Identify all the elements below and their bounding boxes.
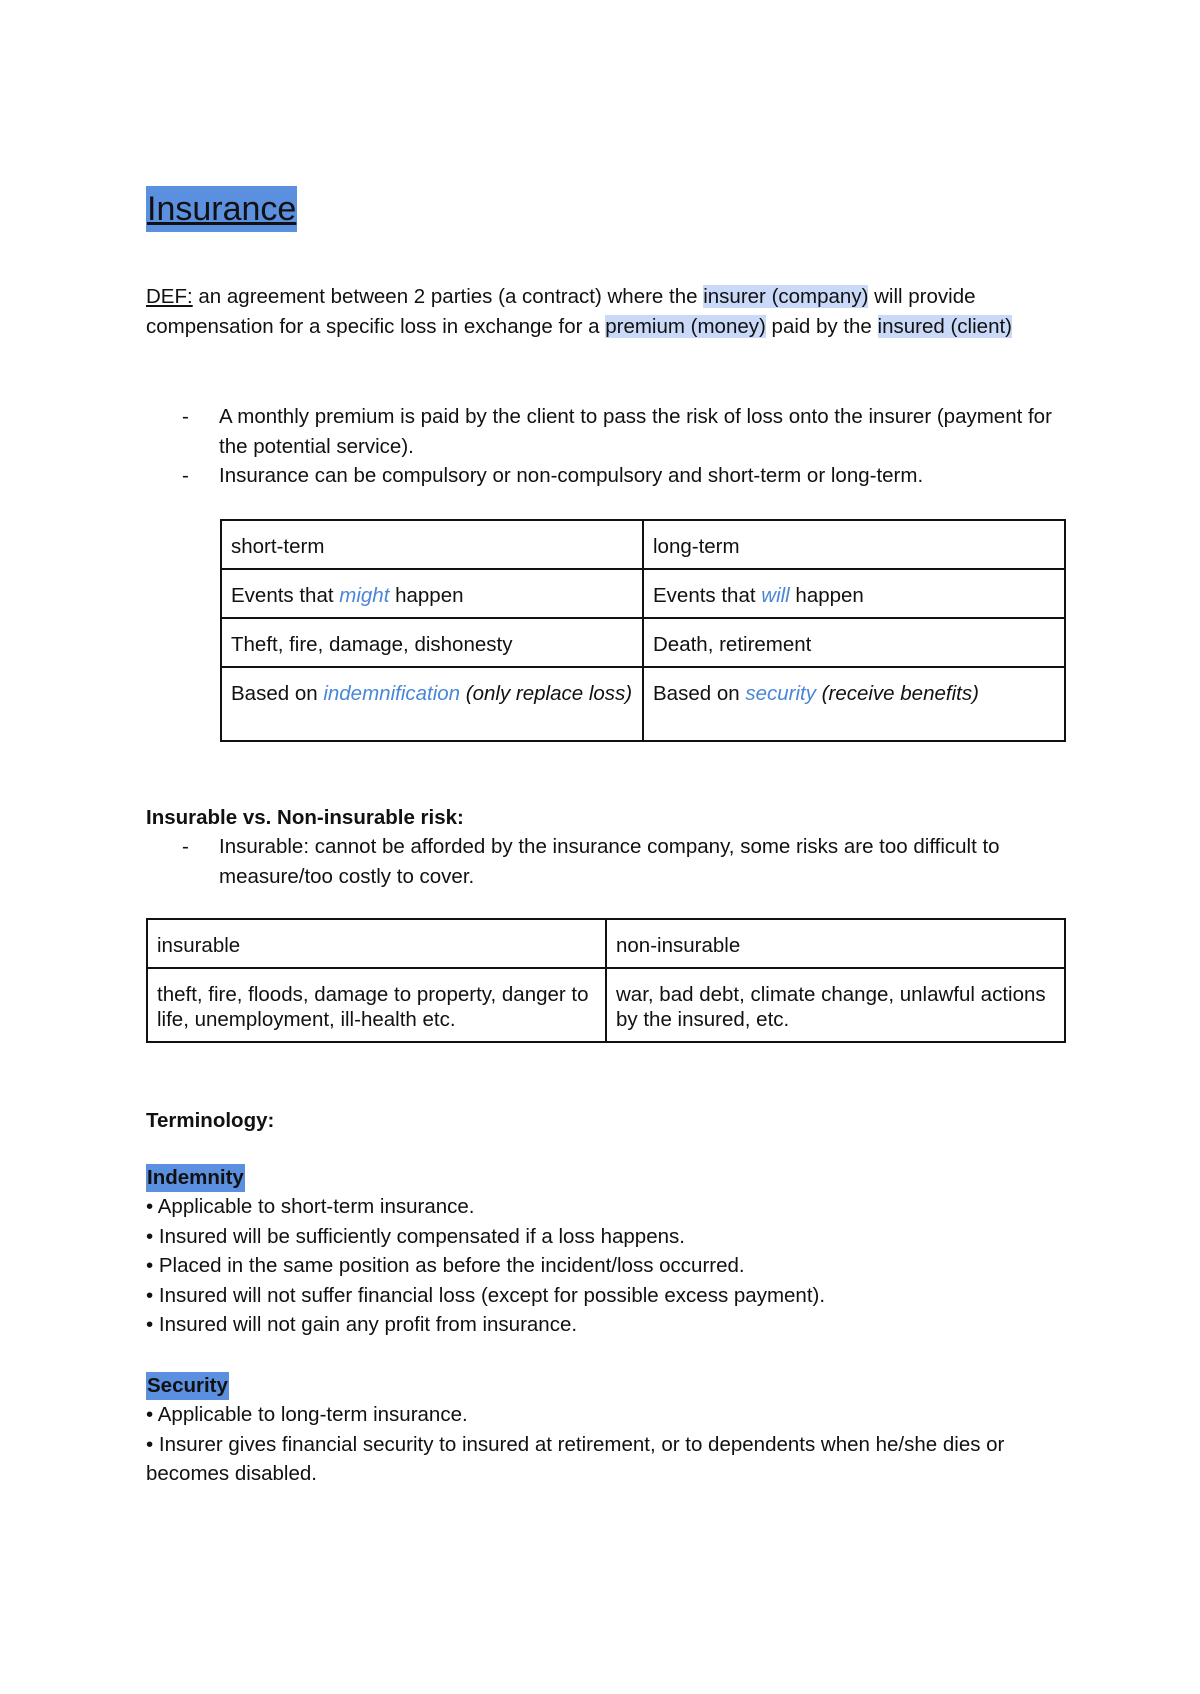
list-item-text: Insurable: cannot be afforded by the insurance company, some risks are too difficult to measure/too costly to cover. xyxy=(219,835,1000,888)
page-title: Insurance xyxy=(146,186,297,232)
cell-text: happen xyxy=(389,584,464,607)
list-item xyxy=(146,402,1066,461)
table-header-non-insurable: non-insurable xyxy=(606,919,1065,968)
emphasis-indemnification: indemnification xyxy=(323,682,461,705)
security-points xyxy=(146,1400,1066,1489)
indemnity-points xyxy=(146,1192,1066,1340)
table-row xyxy=(221,618,1065,667)
table-header-insurable: insurable xyxy=(147,919,606,968)
table-cell xyxy=(221,667,643,741)
list-item xyxy=(146,461,1066,491)
table-cell: theft, fire, floods, damage to property, danger to life, unemployment, ill-health etc. xyxy=(147,968,606,1042)
table-cell: Theft, fire, damage, dishonesty xyxy=(221,618,643,667)
list-item-text: A monthly premium is paid by the client to pass the risk of loss onto the insurer (payment for the potential service). xyxy=(219,405,1052,458)
bullet-list-risk xyxy=(146,832,1066,891)
cell-text: Events that xyxy=(653,584,762,607)
cell-text: (only replace loss) xyxy=(460,682,633,705)
table-cell xyxy=(643,667,1065,741)
cell-text: Events that xyxy=(231,584,340,607)
table-header-long-term: long-term xyxy=(643,520,1065,569)
cell-text: (receive benefits) xyxy=(815,682,979,705)
definition-label: DEF: xyxy=(146,285,193,308)
list-item: • Insurer gives financial security to insured at retirement, or to dependents when he/she dies or becomes disabled. xyxy=(146,1432,1005,1485)
cell-text: happen xyxy=(789,584,864,607)
indemnity-title: Indemnity xyxy=(146,1164,245,1192)
list-item: • Applicable to short-term insurance. xyxy=(146,1195,475,1218)
dash-marker: - xyxy=(182,405,189,428)
list-item: • Applicable to long-term insurance. xyxy=(146,1403,468,1426)
highlight-premium: premium (money) xyxy=(605,314,766,338)
emphasis-security: security xyxy=(745,682,816,705)
terminology-heading: Terminology: xyxy=(146,1109,275,1132)
table-cell: war, bad debt, climate change, unlawful actions by the insured, etc. xyxy=(606,968,1065,1042)
definition-text-1: an agreement between 2 parties (a contract) where the xyxy=(192,285,704,308)
table-row xyxy=(147,968,1065,1042)
table-header-short-term: short-term xyxy=(221,520,643,569)
highlight-insurer: insurer (company) xyxy=(703,285,869,308)
list-item: • Insured will not gain any profit from insurance. xyxy=(146,1313,578,1336)
risk-table xyxy=(146,918,1066,1043)
dash-marker: - xyxy=(182,835,189,858)
table-row xyxy=(221,667,1065,741)
definition-text-3: paid by the xyxy=(765,314,878,338)
highlight-insured: insured (client) xyxy=(877,314,1012,338)
definition-text-2: will provide compensation for a specific loss in exchange for a xyxy=(146,285,976,338)
dash-marker: - xyxy=(182,464,189,487)
risk-heading: Insurable vs. Non-insurable risk: xyxy=(146,806,464,829)
definition-paragraph xyxy=(146,282,1066,341)
emphasis-might: might xyxy=(339,584,390,607)
table-row xyxy=(221,520,1065,569)
table-cell: Death, retirement xyxy=(643,618,1065,667)
bullet-list-premium xyxy=(146,402,1066,491)
term-comparison-table xyxy=(220,519,1066,742)
list-item xyxy=(146,832,1066,891)
cell-text: Based on xyxy=(653,682,746,705)
table-cell xyxy=(643,569,1065,618)
table-row xyxy=(147,919,1065,968)
security-title: Security xyxy=(146,1372,229,1400)
table-cell xyxy=(221,569,643,618)
emphasis-will: will xyxy=(761,584,790,607)
list-item: • Insured will be sufficiently compensated if a loss happens. xyxy=(146,1224,685,1248)
cell-text: Based on xyxy=(231,682,324,705)
list-item-text: Insurance can be compulsory or non-compulsory and short-term or long-term. xyxy=(219,464,924,487)
table-row xyxy=(221,569,1065,618)
list-item: • Insured will not suffer financial loss (except for possible excess payment). xyxy=(146,1283,826,1307)
list-item: • Placed in the same position as before the incident/loss occurred. xyxy=(146,1254,745,1277)
